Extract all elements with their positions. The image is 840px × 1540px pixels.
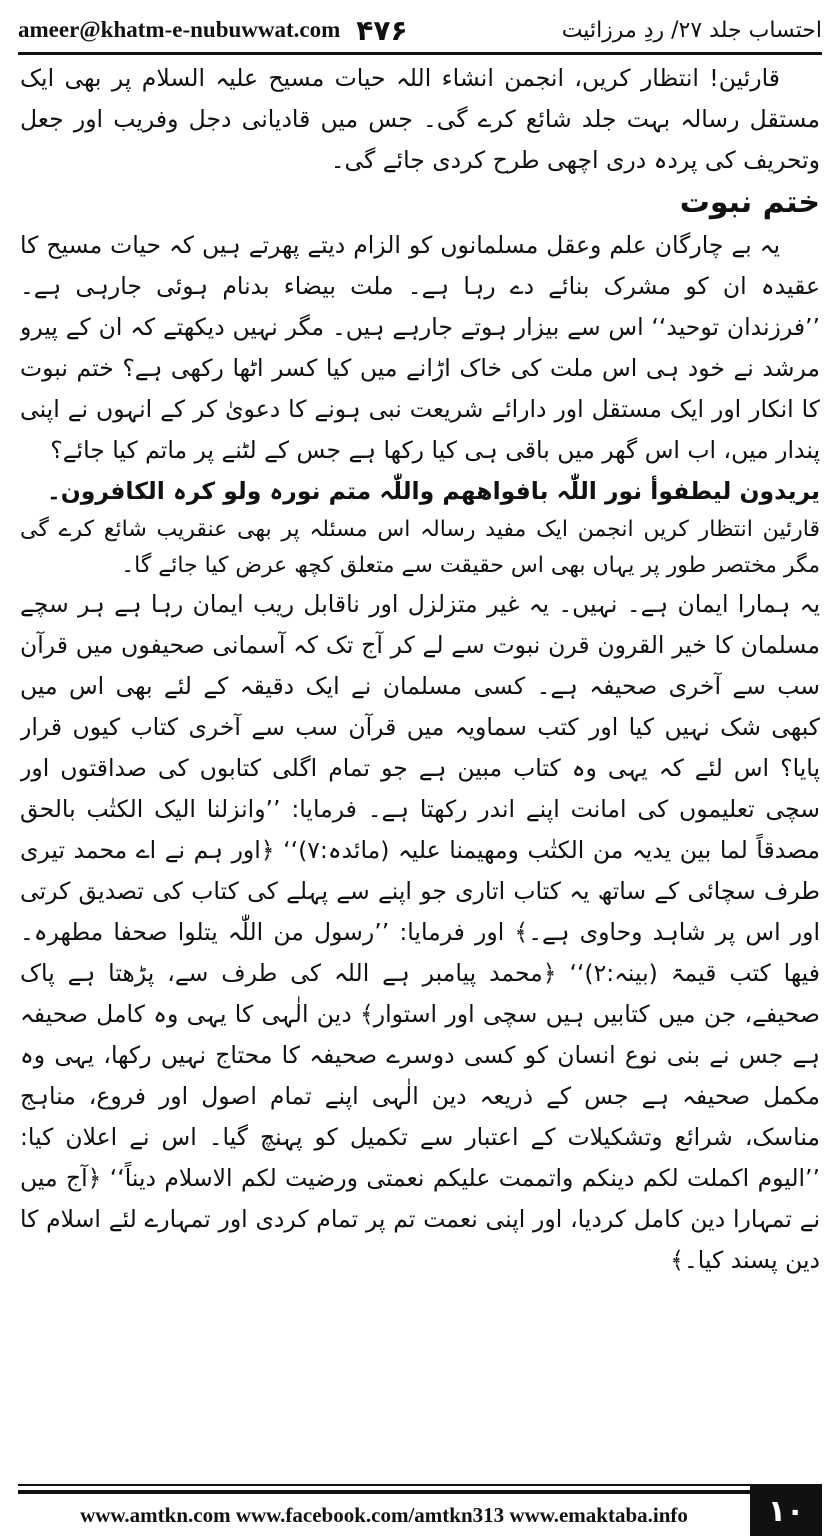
footer-links: www.amtkn.com www.facebook.com/amtkn313 www.emaktaba.info: [18, 1490, 750, 1536]
page-footer: [18, 1484, 822, 1536]
paragraph-main-argument: یہ ہمارا ایمان ہے۔ نہیں۔ یہ غیر متزلزل اور ناقابل ریب ایمان رہا ہے ہر سچے مسلمان کا خیر القرون قرن نبوت سے لے کر آج تک کہ آسمانی صحیفوں میں قرآن سب سے آخری صحیفہ ہے۔ کسی مسلمان نے ایک دقیقہ کے لئے بھی اس میں کبھی شک نہیں کیا اور کتب سماویہ میں قرآن سب سے آخری کتاب کیوں قرار پایا؟ اس لئے کہ یہی وہ کتاب مبین ہے جو تمام اگلی کتابوں کی صداقتوں اور سچی تعلیموں کی امانت اپنے اندر رکھتا ہے۔ فرمایا: ’’وانزلنا الیک الکتٰب بالحق مصدقاً لما بین یدیہ من الکتٰب ومھیمنا علیہ (مائدہ:۷)‘‘ ﴿اور ہم نے اے محمد تیری طرف سچائی کے ساتھ یہ کتاب اتاری جو اپنے سے پہلے کی کتاب کی تصدیق کرتی اور اس پر شاہد وحاوی ہے۔﴾ اور فرمایا: ’’رسول من اللّٰہ یتلوا صحفا مطھرہ۔ فیھا کتب قیمۃ (بینہ:۲)‘‘ ﴿محمد پیامبر ہے اللہ کی طرف سے، پڑھتا ہے پاک صحیفے، جن میں کتابیں ہیں سچی اور استوار﴾ دین الٰہی کا یہی وہ کامل صحیفہ ہے جس نے بنی نوع انسان کو کسی دوسرے صحیفہ کا محتاج نہیں رکھا، یہی وہ مکمل صحیفہ ہے جس کے ذریعہ دین الٰہی اپنے تمام اصول اور فروع، مناہج مناسک، شرائع وتشکیلات کے اعتبار سے تکمیل کو پہنچ گیا۔ اس نے اعلان کیا: ’’الیوم اکملت لکم دینکم واتممت علیکم نعمتی ورضیت لکم الاسلام دیناً‘‘ ﴿آج میں نے تمہارا دین کامل کردیا، اور اپنی نعمت تم پر تمام کردی اور تمہارے لئے اسلام کا دین پسند کیا۔﴾: [20, 590, 820, 1274]
section-heading: ختم نبوت: [679, 185, 820, 220]
page-body: [20, 58, 820, 1478]
footer-folio-number: ۱۰: [750, 1486, 822, 1536]
header-running-title: احتساب جلد ۲۷/ ردِ مرزائیت: [561, 17, 822, 43]
page-header: [18, 8, 822, 55]
header-email: ameer@khatm-e-nubuwwat.com: [18, 17, 341, 42]
header-left-group: [18, 14, 408, 47]
paragraph-khatm-nubuwwat: یہ بے چارگان علم وعقل مسلمانوں کو الزام دیتے پھرتے ہیں کہ حیات مسیح کا عقیدہ ان کو مشرک بنائے دے رہا ہے۔ ملت بیضاء بدنام ہوئی جارہی ہے۔ ’’فرزندان توحید‘‘ اس سے بیزار ہوتے جارہے ہیں۔ مگر نہیں دیکھتے کہ ان کے پیرو مرشد نے خود ہی اس ملت کی خاک اڑانے میں کیا کسر اٹھا رکھی ہے؟ ختم نبوت کا انکار اور ایک مستقل اور دارائے شریعت نبی ہونے کا دعویٰ کر کے انہوں نے اپنی پندار میں، اب اس گھر میں باقی ہی کیا رکھا ہے جس کے لٹنے پر ماتم کیا جائے؟: [20, 231, 820, 464]
paragraph-note: قارئین انتظار کریں انجمن ایک مفید رسالہ اس مسئلہ پر بھی عنقریب شائع کرے گی مگر مختصر طور پر یہاں بھی اس حقیقت سے متعلق کچھ عرض کیا جائے گا۔: [20, 517, 820, 578]
paragraph-intro: قارئین! انتظار کریں، انجمن انشاء اللہ حیات مسیح علیہ السلام پر بھی ایک مستقل رسالہ بہت جلد شائع کرے گی۔ جس میں قادیانی دجل وفریب اور جعل وتحریف کی پردہ دری اچھی طرح کردی جائے گی۔: [20, 64, 820, 174]
paragraph-quran-verse: یریدون لیطفوأ نور اللّٰہ بافواھھم واللّٰہ متم نورہ ولو کرہ الکافرون۔: [46, 477, 820, 505]
header-page-number: ۴۷۶: [356, 13, 408, 47]
